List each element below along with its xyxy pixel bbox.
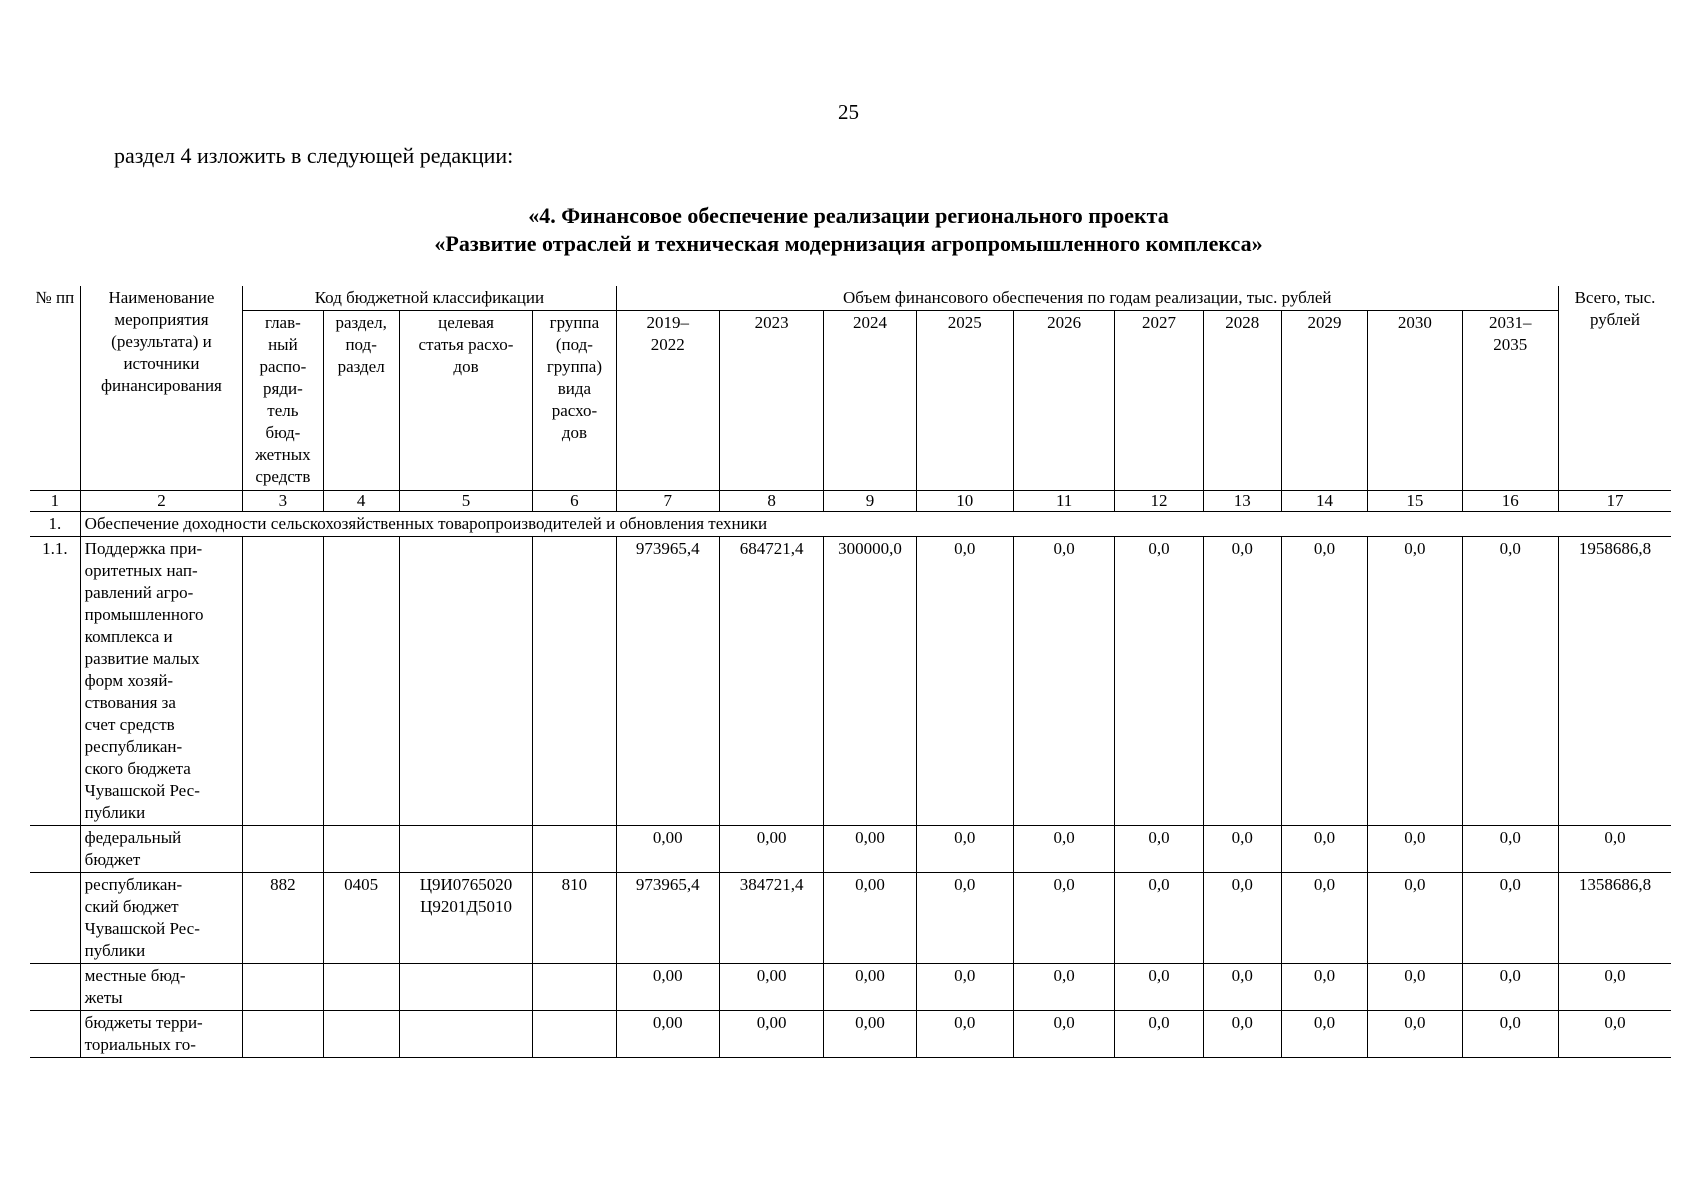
row-vr xyxy=(533,537,616,826)
header-vr: группа (под- группа) вида расхо- дов xyxy=(533,311,616,491)
header-kbk: Код бюджетной классификации xyxy=(243,286,616,311)
row-razdel xyxy=(323,826,399,873)
row-value: 384721,4 xyxy=(719,873,823,964)
row-value: 0,0 xyxy=(916,537,1013,826)
row-value: 0,0 xyxy=(1013,537,1114,826)
column-number: 2 xyxy=(80,491,243,512)
row-vr xyxy=(533,964,616,1011)
header-volume: Объем финансового обеспечения по годам реализации, тыс. рублей xyxy=(616,286,1558,311)
header-year: 2025 xyxy=(916,311,1013,491)
row-value: 0,0 xyxy=(1115,826,1203,873)
row-total: 0,0 xyxy=(1558,1011,1671,1058)
row-vr xyxy=(533,826,616,873)
row-num xyxy=(30,1011,80,1058)
table-row xyxy=(30,1011,1671,1058)
row-total: 0,0 xyxy=(1558,964,1671,1011)
row-name: республикан- ский бюджет Чувашской Рес- публики xyxy=(80,873,243,964)
row-value: 0,0 xyxy=(1281,1011,1367,1058)
row-name: Поддержка при- оритетных нап- равлений агро- промышленного комплекса и развитие малых форм хозяй- ствования за счет средств республикан- ского бюджета Чувашской Рес- публики xyxy=(80,537,243,826)
row-value: 0,0 xyxy=(1462,873,1558,964)
row-grbs xyxy=(243,537,323,826)
row-value: 0,00 xyxy=(719,1011,823,1058)
row-grbs xyxy=(243,1011,323,1058)
row-vr: 810 xyxy=(533,873,616,964)
row-grbs xyxy=(243,964,323,1011)
header-row-1 xyxy=(30,286,1671,311)
row-value: 0,00 xyxy=(824,873,916,964)
column-number: 12 xyxy=(1115,491,1203,512)
row-value: 0,0 xyxy=(916,873,1013,964)
table-row xyxy=(30,964,1671,1011)
row-value: 0,00 xyxy=(824,964,916,1011)
header-total: Всего, тыс. рублей xyxy=(1558,286,1671,491)
column-number: 14 xyxy=(1281,491,1367,512)
row-csr xyxy=(399,1011,532,1058)
column-number: 16 xyxy=(1462,491,1558,512)
row-value: 0,0 xyxy=(1203,826,1281,873)
page-number: 25 xyxy=(838,100,859,124)
header-row-2 xyxy=(30,311,1671,491)
financing-table xyxy=(30,286,1671,1058)
row-razdel: 0405 xyxy=(323,873,399,964)
row-value: 0,0 xyxy=(1462,964,1558,1011)
row-name: местные бюд- жеты xyxy=(80,964,243,1011)
header-grbs: глав- ный распо- ряди- тель бюд- жетных средств xyxy=(243,311,323,491)
column-numbers-row xyxy=(30,491,1671,512)
row-razdel xyxy=(323,1011,399,1058)
column-number: 11 xyxy=(1013,491,1114,512)
table-row xyxy=(30,537,1671,826)
row-grbs xyxy=(243,826,323,873)
column-number: 3 xyxy=(243,491,323,512)
row-num xyxy=(30,873,80,964)
column-number: 9 xyxy=(824,491,916,512)
column-number: 5 xyxy=(399,491,532,512)
row-value: 300000,0 xyxy=(824,537,916,826)
column-number: 8 xyxy=(719,491,823,512)
row-csr xyxy=(399,964,532,1011)
row-value: 0,0 xyxy=(916,964,1013,1011)
row-value: 0,0 xyxy=(1115,537,1203,826)
row-value: 0,0 xyxy=(1462,1011,1558,1058)
row-value: 0,00 xyxy=(824,826,916,873)
row-value: 0,0 xyxy=(1368,1011,1462,1058)
row-value: 0,0 xyxy=(1203,1011,1281,1058)
column-number: 1 xyxy=(30,491,80,512)
row-num xyxy=(30,826,80,873)
row-value: 0,0 xyxy=(1281,964,1367,1011)
row-num: 1.1. xyxy=(30,537,80,826)
row-razdel xyxy=(323,964,399,1011)
row-value: 0,0 xyxy=(1281,873,1367,964)
row-value: 0,00 xyxy=(719,964,823,1011)
section-num: 1. xyxy=(30,512,80,537)
section-title xyxy=(0,202,1697,258)
row-razdel xyxy=(323,537,399,826)
row-value: 0,0 xyxy=(1115,964,1203,1011)
title-line-1: «4. Финансовое обеспечение реализации регионального проекта xyxy=(528,203,1169,228)
header-year: 2026 xyxy=(1013,311,1114,491)
section-row xyxy=(30,512,1671,537)
row-csr xyxy=(399,537,532,826)
row-name: бюджеты терри- ториальных го- xyxy=(80,1011,243,1058)
row-value: 0,0 xyxy=(1368,873,1462,964)
row-grbs: 882 xyxy=(243,873,323,964)
header-year: 2024 xyxy=(824,311,916,491)
row-value: 684721,4 xyxy=(719,537,823,826)
section-title-cell: Обеспечение доходности сельскохозяйственных товаропроизводителей и обновления техники xyxy=(80,512,1671,537)
row-value: 973965,4 xyxy=(616,537,719,826)
intro-text: раздел 4 изложить в следующей редакции: xyxy=(114,143,514,168)
title-line-2: «Развитие отраслей и техническая модернизация агропромышленного комплекса» xyxy=(434,231,1263,256)
column-number: 15 xyxy=(1368,491,1462,512)
header-year: 2031– 2035 xyxy=(1462,311,1558,491)
row-total: 1958686,8 xyxy=(1558,537,1671,826)
header-name: Наименование мероприятия (результата) и источники финансирования xyxy=(80,286,243,491)
row-name: федеральный бюджет xyxy=(80,826,243,873)
column-number: 4 xyxy=(323,491,399,512)
row-value: 0,0 xyxy=(1462,826,1558,873)
column-number: 7 xyxy=(616,491,719,512)
row-csr: Ц9И0765020 Ц9201Д5010 xyxy=(399,873,532,964)
table-row xyxy=(30,873,1671,964)
row-value: 0,0 xyxy=(1013,826,1114,873)
row-value: 0,0 xyxy=(1013,1011,1114,1058)
row-value: 0,0 xyxy=(1115,1011,1203,1058)
row-value: 0,0 xyxy=(1462,537,1558,826)
header-year: 2019– 2022 xyxy=(616,311,719,491)
header-razdel: раздел, под- раздел xyxy=(323,311,399,491)
row-total: 1358686,8 xyxy=(1558,873,1671,964)
row-value: 973965,4 xyxy=(616,873,719,964)
row-value: 0,00 xyxy=(616,826,719,873)
row-num xyxy=(30,964,80,1011)
row-value: 0,00 xyxy=(616,1011,719,1058)
row-value: 0,0 xyxy=(1203,537,1281,826)
column-number: 17 xyxy=(1558,491,1671,512)
row-vr xyxy=(533,1011,616,1058)
row-value: 0,0 xyxy=(1115,873,1203,964)
header-csr: целевая статья расхо- дов xyxy=(399,311,532,491)
row-value: 0,0 xyxy=(1013,873,1114,964)
row-value: 0,0 xyxy=(916,1011,1013,1058)
row-value: 0,0 xyxy=(1281,537,1367,826)
row-total: 0,0 xyxy=(1558,826,1671,873)
row-value: 0,0 xyxy=(1203,964,1281,1011)
column-number: 10 xyxy=(916,491,1013,512)
column-number: 13 xyxy=(1203,491,1281,512)
row-value: 0,0 xyxy=(916,826,1013,873)
row-value: 0,0 xyxy=(1368,826,1462,873)
row-value: 0,00 xyxy=(616,964,719,1011)
column-number: 6 xyxy=(533,491,616,512)
header-year: 2029 xyxy=(1281,311,1367,491)
table-row xyxy=(30,826,1671,873)
row-value: 0,0 xyxy=(1013,964,1114,1011)
header-year: 2030 xyxy=(1368,311,1462,491)
row-csr xyxy=(399,826,532,873)
header-year: 2028 xyxy=(1203,311,1281,491)
row-value: 0,0 xyxy=(1368,964,1462,1011)
header-num: № пп xyxy=(30,286,80,491)
header-year: 2023 xyxy=(719,311,823,491)
row-value: 0,0 xyxy=(1281,826,1367,873)
header-year: 2027 xyxy=(1115,311,1203,491)
row-value: 0,00 xyxy=(824,1011,916,1058)
row-value: 0,0 xyxy=(1203,873,1281,964)
row-value: 0,0 xyxy=(1368,537,1462,826)
row-value: 0,00 xyxy=(719,826,823,873)
